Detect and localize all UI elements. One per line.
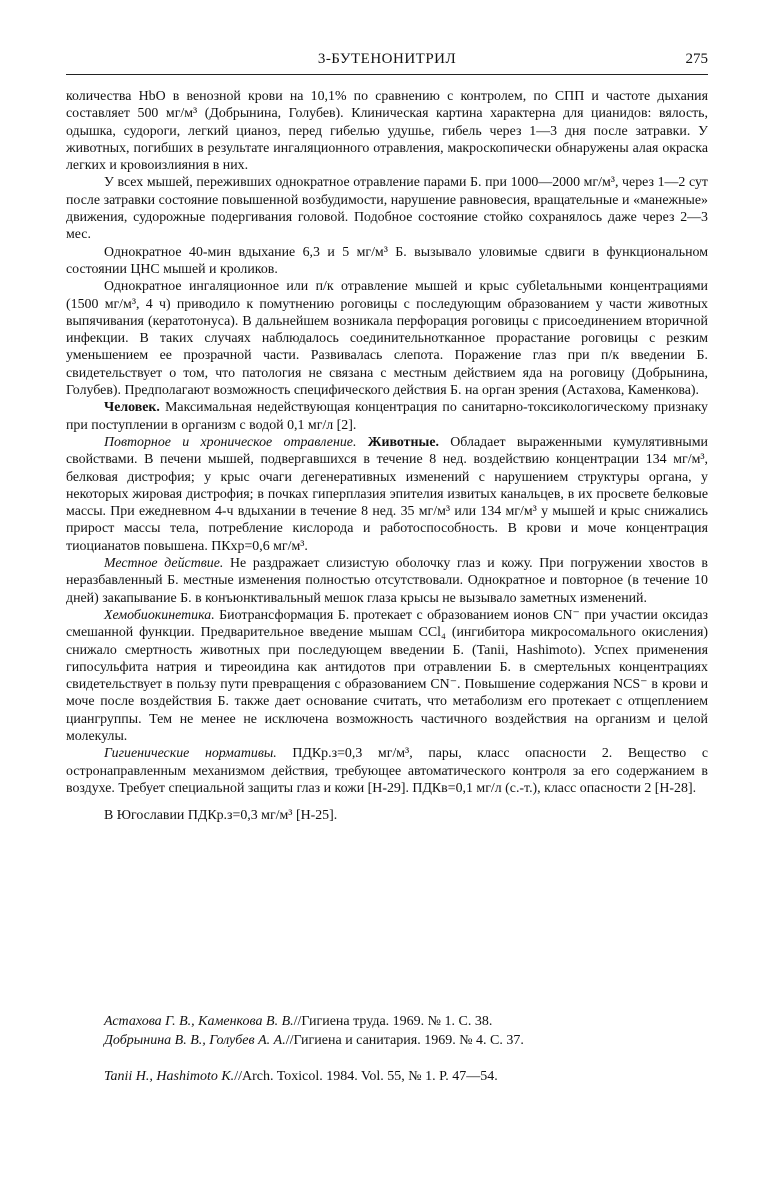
section-lead: Животные. — [356, 434, 439, 450]
reference-item: Добрынина В. В., Голубев А. А.//Гигиена и санитария. 1969. № 4. С. 37. — [104, 1033, 524, 1048]
section-heading: Местное действие. — [104, 556, 224, 572]
header-rule — [66, 74, 708, 75]
paragraph: Однократное 40-мин вдыхание 6,3 и 5 мг/м³ Б. вызывало уловимые сдвиги в функциональном состоянии ЦНС мышей и кроликов. — [66, 244, 708, 277]
paragraph: Повторное и хроническое отравление. Животные. Обладает выраженными кумулятивными свойствами. В печени мышей, подвергавшихся в течение 8 нед. воздействию концентрации 134 мг/м³, белковая дистрофия; у крыс очаги дегенеративных изменений с нарушением структуры органа, у некоторых жировая дистрофия; в почках гиперплазия эпителия извитых канальцев, в их просвете белковые массы. При ежедневном 4-ч вдыхании в течение 8 нед. 35 мг/м³ или 134 мг/м³ у мышей и крыс снижались прирост массы тела, потребление кислорода и работоспособность. В крови и моче концентрация тиоцианатов повышена. ПКхр=0,6 мг/м³. — [66, 434, 708, 554]
paragraph: Гигиенические нормативы. ПДКр.з=0,3 мг/м³, пары, класс опасности 2. Вещество с остронаправленным механизмом действия, требующее автоматического контроля за его содержанием в воздухе. Требует специальной защиты глаз и кожи [Н-29]. ПДКв=0,1 мг/л (с.-т.), класс опасности 2 [Н-28]. — [66, 746, 708, 796]
paragraph: Хемобиокинетика. Биотрансформация Б. протекает с образованием ионов CN⁻ при участии оксидаз смешанной функции. Предварительное введение мышам CCl₄ (ингибитора микросомального окисления) снижало смертность животных при последующем введении Б. (Tanii, Hashimoto). Успех применения гипосульфита натрия и тиреоидина как антидотов при отравлении Б. в смертельных концентрациях свидетельствует в пользу пути превращения с образованием CN⁻. Повышение содержания NCS⁻ в крови и моче после воздействия Б. также дает основание считать, что метаболизм его протекает с отщеплением циангруппы. Тем не менее не исключена возможность частичного воздействия на организм и целой молекулы. — [66, 607, 708, 744]
section-heading: Повторное и хроническое отравление. — [104, 434, 357, 450]
reference-authors: Tanii H., Hashimoto K. — [104, 1069, 235, 1084]
reference-authors: Добрынина В. В., Голубев А. А. — [104, 1033, 286, 1048]
paragraph: количества HbO в венозной крови на 10,1% по сравнению с контролем, по СПП и частоте дыхания составляет 500 мг/м³ (Добрынина, Голубев). Клиническая картина характерна для цианидов: вялость, одышка, судороги, легкий цианоз, перед гибелью удушье, гибель через 1—3 дня после затравки. У животных, погибших в результате ингаляционного отравления, макроскопически обнаружены алая окраска легких и кровоизлияния в них. — [66, 89, 708, 174]
paragraph: Однократное ингаляционное или п/к отравление мышей и крыс субletальными концентрациями (1500 мг/м³, 4 ч) приводило к помутнению роговицы с последующим образованием у части животных выпячивания (кератотонуса). В дальнейшем возникала перфорация роговицы с присоединением вторичной инфекции. В таких случаях наблюдалось соединительнотканное прорастание роговицы с резким уменьшением ее прозрачной части. Развивалась слепота. Поражение глаз при п/к введении Б. свидетельствует о том, что патология не связана с местным действием яда на роговицу (Добрынина, Голубев). Предполагают возможность специфического действия Б. на орган зрения (Астахова, Каменкова). — [66, 279, 708, 399]
paragraph: В Югославии ПДКр.з=0,3 мг/м³ [Н-25]. — [104, 808, 338, 824]
paragraph: Местное действие. Не раздражает слизистую оболочку глаз и кожу. При погружении хвостов в неразбавленный Б. местные изменения полностью отсутствовали. Однократное и повторное (в течение 10 дней) закапывание Б. в конъюнктивальный мешок глаза крысы не вызывало заметных изменений. — [66, 556, 708, 606]
reference-item: Tanii H., Hashimoto K.//Arch. Toxicol. 1984. Vol. 55, № 1. P. 47—54. — [104, 1069, 498, 1084]
references — [66, 1012, 708, 1086]
page-number: 275 — [685, 51, 708, 67]
paragraph: У всех мышей, переживших однократное отравление парами Б. при 1000—2000 мг/м³, через 1—2 сут после затравки состояние повышенной возбудимости, нарушение равновесия, вращательные и «манежные» движения, судорожные подергивания головой. Подобное состояние стойко сохранялось даже через 2—3 мес. — [66, 175, 708, 243]
reference-authors: Астахова Г. В., Каменкова В. В. — [104, 1014, 294, 1029]
section-heading: Хемобиокинетика. — [104, 607, 215, 623]
running-header — [66, 48, 708, 74]
running-title: 3-БУТЕНОНИТРИЛ — [317, 51, 457, 67]
reference-item: Астахова Г. В., Каменкова В. В.//Гигиена труда. 1969. № 1. С. 38. — [104, 1014, 493, 1029]
section-lead: Человек. — [104, 400, 160, 416]
section-heading: Гигиенические нормативы. — [104, 746, 277, 762]
paragraph: Человек. Максимальная недействующая концентрация по санитарно-токсикологическому признаку при поступлении в организм с водой 0,1 мг/л [2]. — [66, 400, 708, 433]
article-body — [66, 88, 708, 824]
